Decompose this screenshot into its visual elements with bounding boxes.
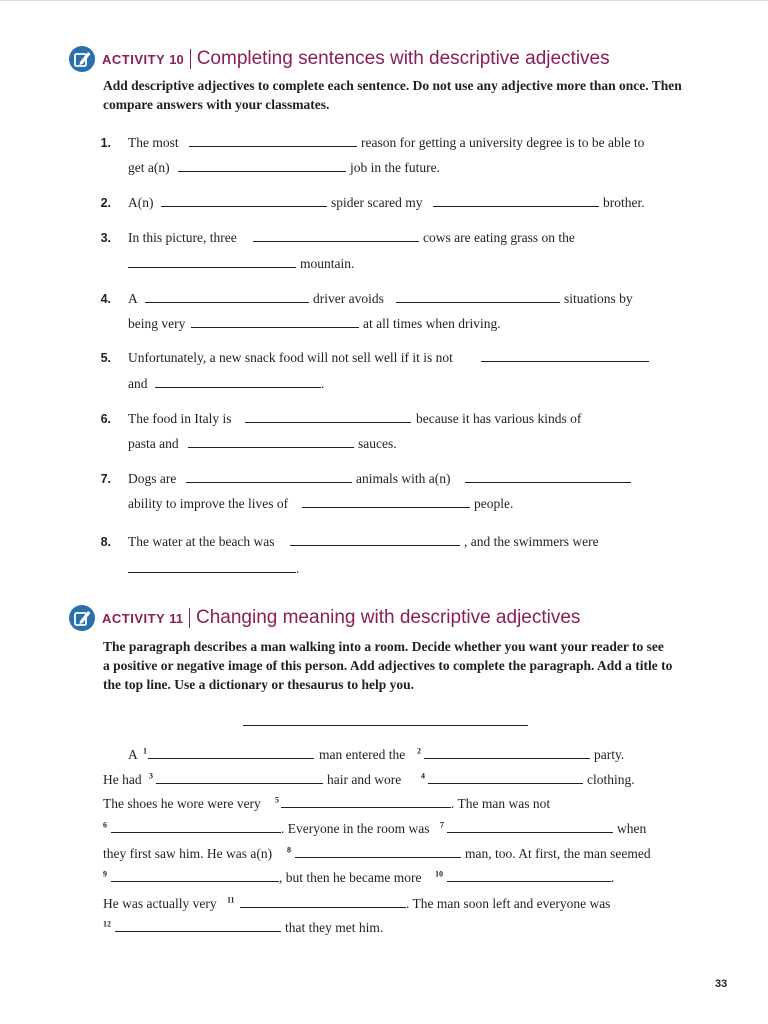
blank-number: 9 [103,869,107,879]
answer-blank[interactable] [245,422,411,423]
item-number: 5. [100,351,111,365]
answer-blank[interactable] [447,832,613,833]
sentence-text: people. [474,496,514,511]
sentence-text: The water at the beach was [128,534,275,549]
item-number: 4. [100,292,111,306]
paragraph-text: He was actually very [103,896,217,911]
item-number: 8. [100,535,111,549]
sentence-text: spider scared my [331,195,423,210]
activity-label: ACTIVITY [102,51,166,67]
paragraph-line-3 [103,792,683,816]
activity-title: Changing meaning with descriptive adjectives [195,607,581,628]
paragraph-text: they first saw him. He was a(n) [103,846,273,861]
exercise-item-3 [100,226,683,250]
sentence-text: mountain. [300,256,355,271]
sentence-text: at all times when driving. [363,316,501,331]
exercise-item-3-cont [103,252,683,276]
answer-blank[interactable] [281,807,451,808]
answer-blank[interactable] [189,146,357,147]
activity-11-heading [68,603,580,633]
exercise-item-4-cont [103,312,683,336]
blank-number: 7 [440,820,444,830]
exercise-item-2 [100,191,683,215]
answer-blank[interactable] [253,241,419,242]
exercise-item-7 [100,467,683,491]
exercise-item-6-cont [103,432,683,456]
exercise-item-1-cont [103,156,683,180]
answer-blank[interactable] [128,267,296,268]
sentence-text: job in the future. [350,160,440,175]
answer-blank[interactable] [428,783,583,784]
sentence-text: and [128,376,148,391]
activity-number: 11 [169,610,183,626]
answer-blank[interactable] [155,387,321,388]
activity-number: 10 [169,51,184,67]
blank-number: 5 [275,795,279,805]
paragraph-text: The shoes he wore were very [103,796,261,811]
exercise-item-1 [100,131,683,155]
answer-blank[interactable] [433,206,599,207]
exercise-item-7-cont [103,492,683,516]
heading-divider [189,608,190,628]
exercise-item-4 [100,287,683,311]
blank-number: 12 [103,919,111,929]
sentence-text: A [128,291,138,306]
answer-blank[interactable] [396,302,560,303]
answer-blank[interactable] [240,907,406,908]
answer-blank[interactable] [481,361,649,362]
answer-blank[interactable] [295,857,461,858]
exercise-item-8 [100,530,683,554]
activity-11-instructions: The paragraph describes a man walking into a room. Decide whether you want your reader to see a positive or negative image of this person. Add adjectives to complete the paragraph. Add a title to the top line. Use a dictionary or thesaurus to help you. [103,639,673,692]
sentence-text: . [296,561,300,576]
sentence-text: reason for getting a university degree is to be able to [361,135,645,150]
sentence-text: sauces. [358,436,397,451]
page-top-border [0,0,768,1]
paragraph-text: clothing. [587,772,635,787]
item-number: 2. [100,196,111,210]
paragraph-text: A [128,747,138,762]
page-number: 33 [715,978,728,990]
sentence-text: animals with a(n) [356,471,451,486]
answer-blank[interactable] [447,881,611,882]
item-number: 7. [100,472,111,486]
sentence-text: driver avoids [313,291,384,306]
item-number: 3. [100,231,111,245]
activity-label: ACTIVITY [102,610,166,626]
paragraph-line-7 [103,892,683,916]
sentence-text: being very [128,316,186,331]
sentence-text: . [321,376,325,391]
edit-icon [68,604,96,632]
edit-icon [68,45,96,73]
paragraph-text: . The man was not [451,796,551,811]
paragraph-text: hair and wore [327,772,402,787]
paragraph-line-5 [103,842,683,866]
answer-blank[interactable] [424,758,590,759]
paragraph-text: . Everyone in the room was [281,821,430,836]
sentence-text: The food in Italy is [128,411,232,426]
answer-blank[interactable] [290,545,460,546]
sentence-text: ability to improve the lives of [128,496,289,511]
paragraph-text: . The man soon left and everyone was [406,896,611,911]
sentence-text: The most [128,135,179,150]
title-blank[interactable] [243,725,528,726]
answer-blank[interactable] [161,206,327,207]
paragraph-text: , but then he became more [279,870,422,885]
activity-10-instructions: Add descriptive adjectives to complete each sentence. Do not use any adjective more than once. Then compare answers with your classmates. [103,78,682,112]
paragraph-text: party. [594,747,625,762]
sentence-text: A(n) [128,195,154,210]
answer-blank[interactable] [302,507,470,508]
item-number: 1. [100,136,111,150]
heading-divider [190,49,191,69]
paragraph-line-1 [103,743,683,767]
activity-title: Completing sentences with descriptive adjectives [196,48,610,69]
exercise-item-8-cont [103,557,683,581]
sentence-text: In this picture, three [128,230,237,245]
paragraph-text: man, too. At first, the man seemed [465,846,651,861]
paragraph-line-8 [103,916,683,940]
blank-number: 11 [227,895,235,905]
paragraph-line-2 [103,768,683,792]
sentence-text: get a(n) [128,160,170,175]
paragraph-text: man entered the [319,747,406,762]
sentence-text: Dogs are [128,471,177,486]
sentence-text: because it has various kinds of [416,411,582,426]
answer-blank[interactable] [191,327,359,328]
sentence-text: cows are eating grass on the [423,230,575,245]
paragraph-line-4 [103,817,683,841]
sentence-text: Unfortunately, a new snack food will not sell well if it is not [128,350,453,365]
paragraph-text: when [617,821,647,836]
paragraph-title-line [103,710,683,734]
blank-number: 10 [435,869,443,879]
answer-blank[interactable] [111,881,279,882]
activity-10-heading [68,44,610,74]
exercise-item-6 [100,407,683,431]
answer-blank[interactable] [188,447,354,448]
answer-blank[interactable] [148,758,314,759]
paragraph-line-6 [103,866,683,890]
exercise-item-5-cont [103,372,683,396]
sentence-text: pasta and [128,436,179,451]
answer-blank[interactable] [465,482,631,483]
answer-blank[interactable] [186,482,352,483]
answer-blank[interactable] [111,832,281,833]
sentence-text: brother. [603,195,645,210]
sentence-text: situations by [564,291,633,306]
blank-number: 2 [417,746,421,756]
blank-number: 8 [287,845,291,855]
sentence-text: , and the swimmers were [464,534,599,549]
blank-number: 4 [421,771,425,781]
blank-number: 6 [103,820,107,830]
paragraph-text: that they met him. [285,920,384,935]
exercise-item-5 [100,346,683,370]
paragraph-text: . [611,870,615,885]
blank-number: 3 [149,771,153,781]
blank-number: 1 [143,746,147,756]
answer-blank[interactable] [128,572,296,573]
answer-blank[interactable] [145,302,309,303]
answer-blank[interactable] [178,171,346,172]
answer-blank[interactable] [156,783,323,784]
answer-blank[interactable] [115,931,281,932]
paragraph-text: He had [103,772,142,787]
item-number: 6. [100,412,111,426]
